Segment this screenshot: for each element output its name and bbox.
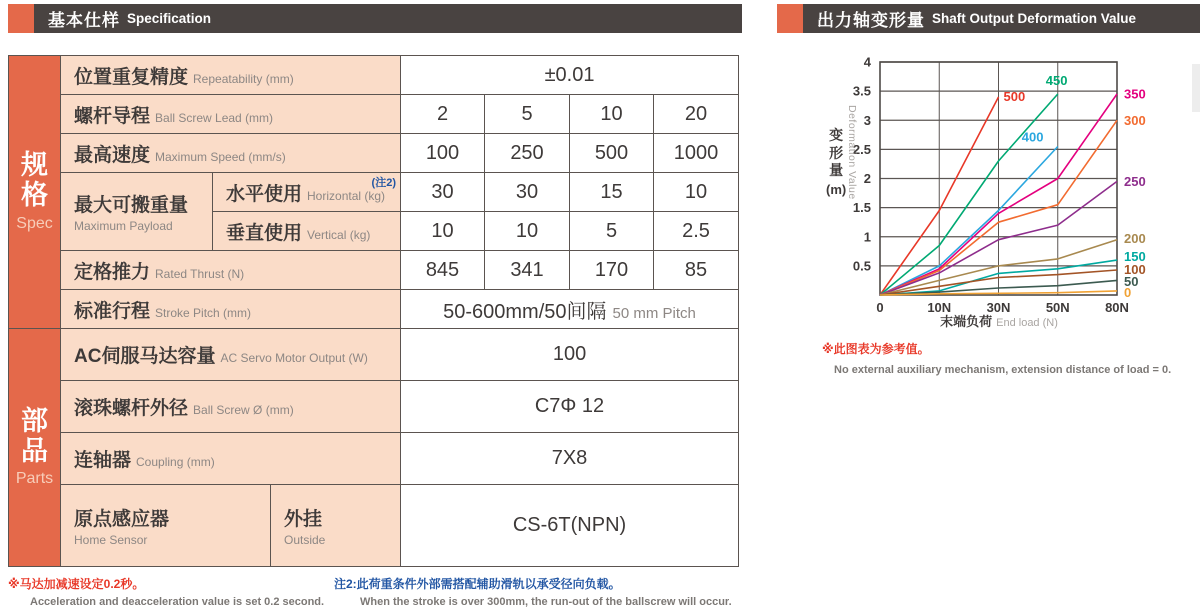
value-en: 50 mm Pitch: [612, 304, 696, 322]
x-axis-title-zh: 末端负荷: [940, 314, 993, 329]
y-tick: 0.5: [852, 258, 871, 274]
value-speed-4: 1000: [654, 134, 739, 173]
label-zh: 位置重复精度: [74, 66, 189, 88]
series-label-250: 250: [1124, 173, 1146, 189]
label-zh: 定格推力: [74, 261, 151, 283]
x-axis-title: [880, 311, 1118, 331]
label-en: Ball Screw Ø (mm): [193, 403, 294, 417]
footnote-note2-zh: [334, 575, 621, 593]
label-zh: AC伺服马达容量: [74, 346, 216, 367]
y-axis-title-zh: 变形量: [829, 127, 844, 178]
value-thrust-3: 170: [570, 251, 654, 290]
group-spec: [9, 56, 61, 329]
footnote-text: 注2:此荷重条件外部需搭配辅助滑轨以承受径向负载。: [334, 577, 621, 591]
label-rated-thrust: [61, 251, 401, 290]
series-label-350: 350: [1124, 86, 1146, 102]
group-spec-en: Spec: [16, 214, 53, 232]
footnote-text: Acceleration and deacceleration value is set 0.2 second.: [30, 596, 325, 608]
label-repeatability: [61, 56, 401, 95]
value-stroke-pitch: [401, 290, 739, 329]
series-label-50: 50: [1124, 274, 1139, 290]
value-vertical-3: 5: [570, 212, 654, 251]
deformation-chart: [820, 45, 1200, 335]
series-label-100: 100: [1124, 261, 1146, 277]
label-en: Ball Screw Lead (mm): [155, 110, 274, 125]
chart-grid: [880, 62, 1117, 295]
label-zh: 水平使用: [226, 183, 303, 205]
y-tick: 3: [863, 112, 871, 128]
group-parts: [9, 329, 61, 567]
series-label-200: 200: [1124, 230, 1146, 246]
y-tick: 4: [863, 54, 871, 70]
label-home-sensor: [61, 485, 271, 567]
value-lead-4: 20: [654, 95, 739, 134]
label-zh: 外挂: [284, 509, 323, 530]
value-servo-output: 100: [401, 329, 739, 381]
chart-header-bar: [803, 4, 1200, 33]
y-axis-title-en: Deformation Value: [846, 105, 858, 200]
value-coupling: 7X8: [401, 433, 739, 485]
spec-header-title-en: Specification: [127, 11, 212, 26]
spec-table: [8, 55, 739, 567]
x-tick: 30N: [986, 300, 1011, 315]
value-vertical-2: 10: [485, 212, 570, 251]
y-axis-title: [826, 127, 846, 197]
label-en: Horizontal (kg): [307, 188, 386, 203]
value-vertical-4: 2.5: [654, 212, 739, 251]
series-label-400: 400: [1021, 129, 1044, 145]
value-thrust-4: 85: [654, 251, 739, 290]
accent-square-icon: [777, 4, 803, 33]
accent-square-icon: [8, 4, 34, 33]
label-vertical: [213, 212, 401, 251]
y-tick: 3.5: [852, 83, 871, 99]
chart-note-en: No external auxiliary mechanism, extension distance of load = 0.: [834, 364, 1172, 376]
footnote-text: When the stroke is over 300mm, the run-out of the ballscrew will occur.: [360, 596, 732, 608]
y-tick: 2.5: [852, 141, 871, 157]
label-coupling: [61, 433, 401, 485]
label-en: Outside: [284, 533, 326, 547]
x-tick: 0: [876, 300, 884, 315]
note2-ref: (注2): [371, 177, 396, 189]
value-horizontal-1: 30: [401, 173, 485, 212]
y-tick: 1.5: [852, 200, 871, 216]
label-en: Repeatability (mm): [193, 71, 294, 86]
group-spec-zh: 规格: [20, 150, 48, 210]
label-en: Vertical (kg): [307, 227, 371, 242]
series-label-0: 0: [1124, 285, 1132, 301]
value-lead-2: 5: [485, 95, 570, 134]
series-label-150: 150: [1124, 249, 1146, 265]
label-zh: 最高速度: [74, 144, 151, 166]
label-max-speed: [61, 134, 401, 173]
series-label-500: 500: [1003, 88, 1026, 104]
group-parts-en: Parts: [15, 470, 54, 488]
chart-note: [822, 340, 1171, 378]
label-zh: 连轴器: [74, 450, 132, 471]
value-lead-3: 10: [570, 95, 654, 134]
spec-header-title-zh: 基本仕样: [48, 11, 120, 30]
value-speed-2: 250: [485, 134, 570, 173]
series-label-450: 450: [1045, 73, 1068, 89]
footnote-accel-en: [30, 592, 324, 610]
label-max-payload: [61, 173, 213, 251]
value-zh: 50-600mm/50间隔: [443, 300, 607, 323]
chart-header-title-en: Shaft Output Deformation Value: [932, 11, 1137, 26]
label-zh: 垂直使用: [226, 222, 303, 244]
label-zh: 最大可搬重量: [74, 195, 189, 216]
label-zh: 标准行程: [74, 300, 151, 322]
spec-header-bar: [34, 4, 742, 33]
y-axis-unit: (m): [826, 181, 847, 197]
x-tick: 10N: [927, 300, 952, 315]
value-horizontal-4: 10: [654, 173, 739, 212]
label-outside: [271, 485, 401, 567]
value-vertical-1: 10: [401, 212, 485, 251]
label-en: Stroke Pitch (mm): [155, 305, 252, 320]
label-en: AC Servo Motor Output (W): [220, 351, 368, 365]
group-parts-zh: 部品: [20, 405, 48, 466]
series-label-300: 300: [1124, 112, 1146, 128]
value-ball-screw-od: C7Φ 12: [401, 381, 739, 433]
x-axis-title-en: End load (N): [996, 317, 1058, 329]
spec-section-header: [8, 4, 742, 33]
value-speed-1: 100: [401, 134, 485, 173]
deformation-chart-svg: [820, 45, 1200, 335]
label-stroke-pitch: [61, 290, 401, 329]
y-tick: 1: [863, 229, 871, 245]
value-speed-3: 500: [570, 134, 654, 173]
footnote-accel-zh: [8, 575, 144, 593]
label-en: Rated Thrust (N): [155, 266, 245, 281]
label-zh: 原点感应器: [74, 509, 170, 530]
value-thrust-1: 845: [401, 251, 485, 290]
cropped-panel-fragment: [1192, 64, 1200, 112]
label-en: Coupling (mm): [136, 455, 215, 469]
value-repeatability: ±0.01: [401, 56, 739, 95]
x-tick: 50N: [1045, 300, 1070, 315]
label-en: Home Sensor: [74, 533, 148, 547]
label-en: Maximum Payload: [74, 219, 173, 233]
value-lead-1: 2: [401, 95, 485, 134]
footnote-text: ※马达加减速设定0.2秒。: [8, 577, 145, 591]
value-horizontal-3: 15: [570, 173, 654, 212]
label-servo-output: [61, 329, 401, 381]
footnote-note2-en: [360, 592, 732, 610]
label-horizontal: [213, 173, 401, 212]
chart-note-zh: ※此图表为参考值。: [822, 342, 930, 356]
value-home-sensor: CS-6T(NPN): [401, 485, 739, 567]
y-tick: 2: [863, 171, 871, 186]
chart-header-title-zh: 出力轴变形量: [817, 11, 925, 30]
label-zh: 螺杆导程: [74, 105, 151, 127]
chart-section-header: [777, 4, 1200, 33]
value-thrust-2: 341: [485, 251, 570, 290]
x-tick: 80N: [1105, 300, 1129, 315]
label-en: Maximum Speed (mm/s): [155, 149, 286, 164]
label-ball-screw-lead: [61, 95, 401, 134]
label-zh: 滚珠螺杆外径: [74, 398, 189, 419]
value-horizontal-2: 30: [485, 173, 570, 212]
label-ball-screw-od: [61, 381, 401, 433]
